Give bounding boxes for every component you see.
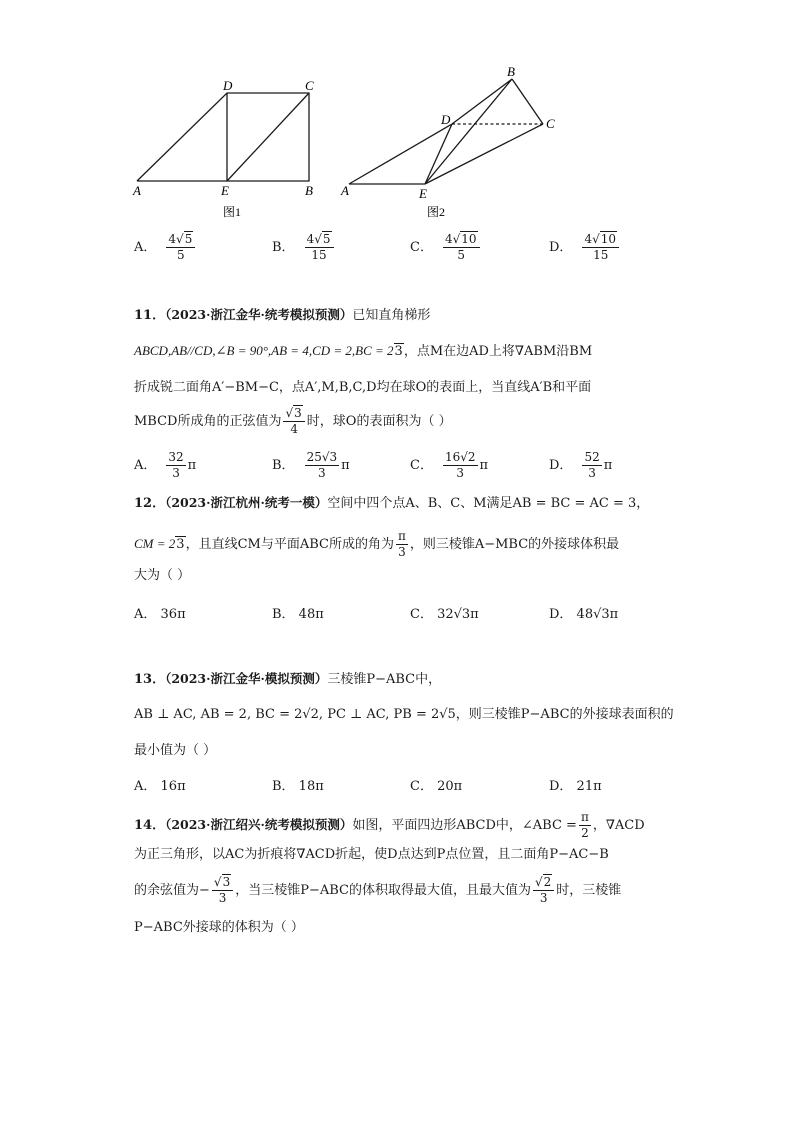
q12-line-1: 12．（2023·浙江杭州·统考一模）空间中四个点A、B、C、M满足AB = BC = AC = 3， [134, 495, 650, 511]
q13-option-c[interactable]: C． 20π [410, 779, 463, 794]
fig2-label-b: B [507, 64, 515, 79]
fig2-caption: 图2 [427, 205, 446, 219]
fig1-label-b: B [305, 183, 313, 198]
q13-line-3: 最小值为（ ） [134, 743, 217, 758]
fig2-segment-ad [349, 124, 452, 184]
fig2-label-a: A [341, 183, 349, 198]
q13-line-1: 13．（2023·浙江金华·模拟预测）三棱锥P−ABC中， [134, 671, 442, 687]
fig1-trapezoid-outline [137, 93, 309, 181]
q10-option-b[interactable]: B． $\frac{4√5}{15}$ [272, 232, 336, 263]
q11-option-b[interactable]: B． $\frac{25√3}{3}$ π [272, 450, 350, 480]
q12-line-3: 大为（ ） [134, 568, 191, 583]
q11-option-c[interactable]: C． $\frac{16√2}{3}$ π [410, 450, 489, 480]
fig1-label-a: A [133, 183, 141, 198]
q10-option-d[interactable]: D． $\frac{4√10}{15}$ [549, 232, 621, 263]
fig2-segment-ec [425, 124, 543, 184]
fig1-segment-ec [227, 93, 309, 181]
fig2-label-d: D [441, 112, 451, 127]
q11-option-d[interactable]: D． $\frac{52}{3}$ π [549, 450, 613, 480]
q12-option-a[interactable]: A． 36π [134, 607, 186, 622]
fig2-label-e: E [419, 186, 427, 201]
q13-option-d[interactable]: D． 21π [549, 779, 602, 794]
figure-2 [335, 62, 565, 222]
q14-line-1: 14．（2023·浙江绍兴·统考模拟预测）如图，平面四边形ABCD中，∠ABC = $\frac{\pi}{2}$ ，∇ACD [134, 810, 645, 840]
fig2-segment-bc [512, 79, 543, 124]
fig1-label-e: E [221, 183, 229, 198]
q11-line-4: MBCD所成角的正弦值为 $\frac{√3}{4}$ 时，球O的表面积为（ ） [134, 406, 452, 436]
q14-line-2: 为正三角形，以AC为折痕将∇ACD折起，使D点达到P点位置，且二面角P−AC−B [134, 847, 609, 862]
q12-option-c[interactable]: C． 32√3π [410, 607, 479, 622]
fig2-segment-db [452, 79, 512, 124]
q11-option-a[interactable]: A． $\frac{32}{3}$ π [134, 450, 197, 480]
q13-option-b[interactable]: B． 18π [272, 779, 324, 794]
fig2-segment-de [425, 124, 452, 184]
q10-option-c[interactable]: C． $\frac{4√10}{5}$ [410, 232, 482, 263]
q13-option-a[interactable]: A． 16π [134, 779, 186, 794]
q11-line-3: 折成锐二面角A′−BM−C，点A′,M,B,C,D均在球O的表面上，当直线A′B和平面 [134, 380, 592, 395]
q14-line-4: P−ABC外接球的体积为（ ） [134, 920, 304, 935]
q10-option-a[interactable]: A． $\frac{4√5}{5}$ [134, 232, 197, 263]
fig1-label-c: C [305, 78, 314, 93]
fig2-label-c: C [546, 116, 555, 131]
q12-line-2: CM = 23，且直线CM与平面ABC所成的角为 $\frac{\pi}{3}$ ，则三棱锥A−MBC的外接球体积最 [134, 529, 620, 559]
q14-line-3: 的余弦值为− $\frac{√3}{3}$ ，当三棱锥P−ABC的体积取得最大值，且最大值为 $\frac{√2}{3}$ 时，三棱锥 [134, 875, 622, 905]
q11-line-1: 11．（2023·浙江金华·统考模拟预测）已知直角梯形 [134, 307, 431, 323]
fig1-caption: 图1 [223, 205, 242, 219]
q12-option-b[interactable]: B． 48π [272, 607, 324, 622]
q11-line-2: ABCD,AB//CD,∠B = 90°,AB = 4,CD = 2,BC = 23，点M在边AD上将∇ABM沿BM [134, 343, 593, 359]
fig1-label-d: D [223, 78, 233, 93]
q12-option-d[interactable]: D． 48√3π [549, 607, 619, 622]
figure-1 [125, 72, 325, 222]
q13-line-2: AB ⊥ AC, AB = 2, BC = 2√2, PC ⊥ AC, PB = 2√5，则三棱锥P−ABC的外接球表面积的 [134, 707, 674, 722]
